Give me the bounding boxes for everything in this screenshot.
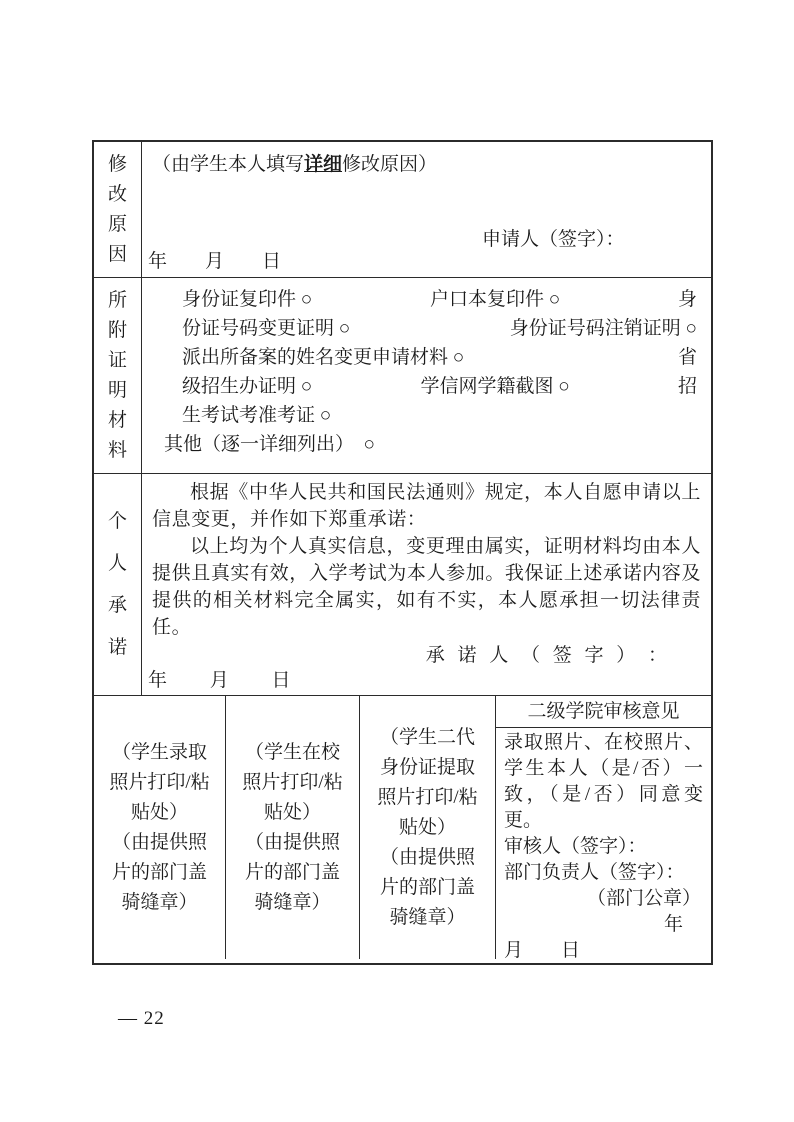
reason-hint-prefix: （由学生本人填写 — [152, 154, 305, 175]
college-review-header: 二级学院审核意见 — [496, 696, 711, 728]
reason-label-cell — [94, 142, 142, 277]
row-attached-materials — [94, 277, 711, 473]
material-line — [182, 285, 697, 314]
material-item: 学信网学籍截图 ○ — [420, 376, 570, 397]
review-month-day-label: 月 日 — [504, 940, 581, 961]
materials-label: 所附证明材料 — [107, 289, 127, 461]
row-modification-reason — [94, 142, 711, 277]
manager-signature-label: 部门负责人（签字）： — [504, 862, 685, 883]
material-line — [182, 314, 697, 343]
reviewer-signature-label: 审核人（签字）： — [504, 836, 647, 857]
page-number: — 22 — [118, 1008, 165, 1029]
photo-note-line: （学生录取照片打印/粘贴处） — [109, 741, 210, 823]
campus-photo-cell — [225, 696, 359, 959]
pledge-label-cell — [94, 474, 142, 695]
pledge-paragraph-1: 根据《中华人民共和国民法通则》规定，本人自愿申请以上信息变更，并作如下郑重承诺： — [152, 482, 701, 530]
material-item: 派出所备案的姓名变更申请材料 ○ — [182, 347, 465, 368]
photo-note-line: （由提供照片的部门盖骑缝章） — [379, 846, 475, 928]
reason-hint-suffix: 修改原因） — [342, 154, 438, 175]
pledge-label: 个人承诺 — [107, 510, 127, 658]
reason-date-line: 年 月 日 — [148, 251, 282, 272]
pledger-signature-label: 承 诺 人 （ 签 字 ） ： — [425, 645, 671, 666]
id-card-photo-cell — [359, 696, 495, 959]
id-card-photo-note — [374, 723, 482, 933]
admission-photo-cell — [94, 696, 225, 959]
pledge-content-cell — [142, 474, 711, 695]
pledge-paragraph-2: 以上均为个人真实信息，变更理由属实，证明材料均由本人提供且真实有效，入学考试为本人参加。我保证上述承诺内容及提供的相关材料完全属实，如有不实，本人愿承担一切法律责任。 — [152, 536, 701, 638]
campus-photo-note — [239, 738, 347, 918]
applicant-signature-label: 申请人（签字）： — [482, 229, 625, 250]
photo-note-line: （学生在校照片打印/粘贴处） — [242, 741, 343, 823]
photo-note-line: （学生二代身份证提取照片打印/粘贴处） — [377, 726, 478, 838]
review-year-label: 年 — [663, 914, 683, 935]
change-request-form-table — [92, 140, 713, 965]
material-line — [182, 343, 697, 372]
material-line — [182, 372, 697, 401]
reason-hint — [142, 142, 711, 176]
row-photos-and-review — [94, 695, 711, 959]
college-review-cell — [495, 696, 711, 959]
materials-content-cell — [142, 278, 711, 473]
pledge-date-line: 年 月 日 — [148, 670, 291, 691]
reason-content-cell — [142, 142, 711, 277]
material-line-other: 其他（逐一详细列出） ○ — [164, 434, 375, 455]
material-item: 身份证号码注销证明 ○ — [509, 318, 697, 339]
photo-note-line: （由提供照片的部门盖骑缝章） — [244, 831, 340, 913]
department-seal-label: （部门公章） — [586, 888, 701, 909]
materials-checklist — [142, 278, 711, 459]
materials-label-cell — [94, 278, 142, 473]
admission-photo-note — [106, 738, 214, 918]
pledge-text — [142, 474, 711, 671]
material-item: 招 — [677, 376, 697, 397]
material-item: 份证号码变更证明 ○ — [182, 318, 351, 339]
material-item: 级招生办证明 ○ — [182, 376, 313, 397]
reason-label: 修改原因 — [107, 153, 127, 265]
material-item: 身份证复印件 ○ — [182, 289, 313, 310]
reason-hint-emphasis: 详细 — [304, 154, 343, 175]
material-line: 生考试考准考证 ○ — [182, 405, 332, 426]
photo-note-line: （由提供照片的部门盖骑缝章） — [111, 831, 207, 913]
material-item: 身 — [677, 289, 697, 310]
college-review-body: 录取照片、在校照片、学生本人（是/否）一致，（是/否）同意变更。 — [504, 732, 703, 831]
row-personal-pledge — [94, 473, 711, 695]
material-item: 省 — [677, 347, 697, 368]
material-item: 户口本复印件 ○ — [429, 289, 561, 310]
